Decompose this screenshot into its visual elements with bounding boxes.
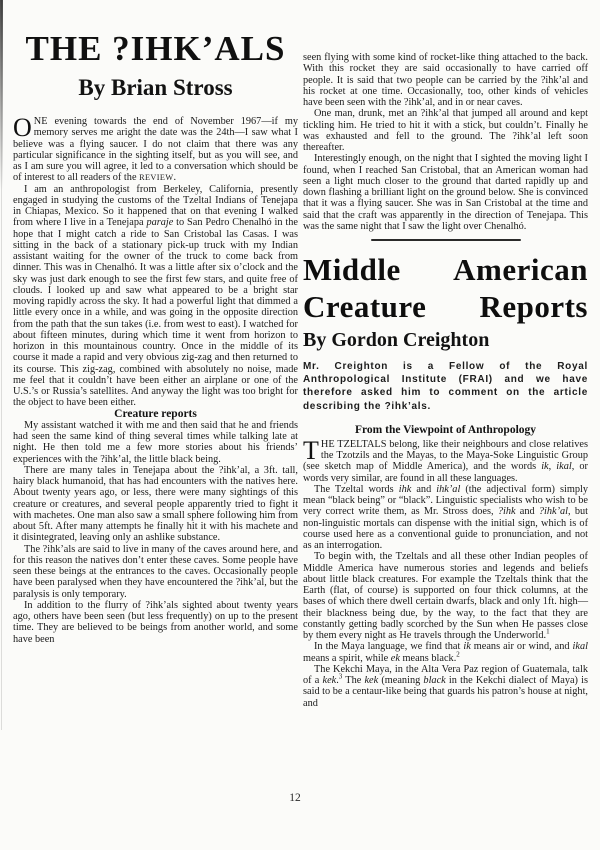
left-column [13, 30, 298, 645]
scan-edge-artifact-faint [1, 0, 2, 730]
paragraph: The Kekchi Maya, in the Alta Vera Paz region of Guatemala, talk of a kek.$^3$ The kek (meaning black in the Kekchi dialect of Maya) is said to be a centaur-like being that guards his patron’s house at night, and [303, 663, 589, 709]
paragraph: In addition to the flurry of ?ihk’als sighted about twenty years ago, others have been seen (but less frequently) on up to the present time. They are believed to be beings from another world, and some have been [13, 599, 298, 645]
paragraph: The Tzeltal words ihk and ihk’al (the adjectival form) simply mean “black being” or “black”. Linguistic specialists who wish to be very correct write them, as Mr. Stross does, ?ihk and ?ihk’al, but non-linguistic mortals can dispense with the initial sign, which is of course used here as a conventional guide to pronunciation, and not as an interrogation. [303, 483, 589, 552]
article1-body [13, 113, 298, 645]
drop-cap-o: O [13, 113, 32, 142]
article2-byline: By Gordon Creighton [303, 329, 490, 351]
paragraph: I am an anthropologist from Berkeley, California, presently engaged in studying the customs of the Tzeltal Indians of Tenejapa in Chiapas, Mexico. So it happened that on that evening I walked from where I live in a Tenejapa paraje to San Pedro Chenalhó in the hope that I might catch a ride to San Cristobal las Casas. I was sitting in the back of a stationary pick-up truck with my Indian assistant waiting for the owner of the truck to come back from dinner. This was in Chenalhó. It was a little after six o’clock and the sky was just dark enough to see the first few stars, and quite free of clouds. I looked up and saw what appeared to be a bright star moving rapidly across the sky. It had a powerful light that dimmed a little every once in a while, and was going in the opposite direction from the path that the sun takes (i.e. from west to east). I watched for about fifteen minutes, during which time it went from horizon to horizon in this mountainous country. Once in the middle of its course it made a rapid and very obvious zig-zag and then returned to its course. This zig-zag, combined with absolutely no noise, made me feel that it couldn’t have been either an airplane or one of the U.S.’s or Russia’s satellites. And anyway the light was too bright for the object to have been either. [13, 183, 298, 409]
drop-cap-t: T [303, 435, 319, 465]
paragraph: My assistant watched it with me and then said that he and friends had seen the same kind of thing several times while talking late at night. He then told me a few more stories about his friends’ experiences with the ?ihk’al, the little black being. [13, 419, 298, 465]
paragraph: The ?ihk’als are said to live in many of the caves around here, and for this reason the natives don’t enter these caves. Some people have seen these beings at the entrances to the caves. Occasionally people have been paralysed when they have encountered the ?ihk’al, but the paralysis is only temporary. [13, 543, 298, 600]
paragraph-opening [13, 113, 298, 184]
paragraph: One man, drunk, met an ?ihk’al that jumped all around and kept tickling him. He tried to hit it with a stick, but couldn’t. Finally he was exhausted and fell to the ground. The ?ihk’al left soon thereafter. [303, 108, 588, 153]
paragraph-tzeltals-text: HE TZELTALS belong, like their neighbours and close relatives the Tzotzils and the Mayas, to the Maya-Soke Linguistic Group (see sketch map of Middle America), and the words ik, ikal, or words very similar, are found in all these languages. [303, 438, 588, 484]
right-column [303, 52, 588, 709]
section-divider-rule [371, 239, 521, 241]
subhead-creature-reports: Creature reports [114, 407, 197, 420]
article1-byline: By Brian Stross [78, 75, 233, 100]
paragraph: seen flying with some kind of rocket-like thing attached to the back. With this rocket they are said occasionally to have carried off people. It is said that two people can be carried by the ?ihk’al and his rocket at one time. Occasionally, too, other kinds of vehicles have been seen with the ?ihk’al, and in or near caves. [303, 52, 588, 108]
paragraph: There are many tales in Tenejapa about the ?ihk’al, a 3ft. tall, hairy black humanoid, that has had encounters with the natives here. About twenty years ago, or less, there were many sightings of this creature or creatures, and several people apparently tried to fight it with machetes. One man also saw a small sphere following him from about 5ft. After many attempts he finally hit it with his machete and it disintegrated, leaving only an ashlike substance. [13, 464, 298, 544]
paragraph-tzeltals [303, 435, 588, 484]
article1-continuation [303, 52, 588, 232]
article1-title: THE ?IHK’ALS [25, 29, 286, 68]
article2-title-line2: Creature Reports [303, 289, 588, 324]
article2-editor-note: Mr. Creighton is a Fellow of the Royal Anthropological Institute (FRAI) and we have therefore asked him to comment on the article describing the ?ihk’als. [303, 361, 588, 412]
paragraph: In the Maya language, we find that ik means air or wind, and ikal means a spirit, while ek means black.$^2$ [303, 641, 588, 664]
article2-section-heading: From the Viewpoint of Anthropology [354, 423, 537, 436]
paragraph: Interestingly enough, on the night that I sighted the moving light I found, when I reached San Cristobal, that an American woman had seen a light much closer to the ground that darted rapidly up and down flashing a brilliant light on the ground below. She is convinced that it was a flying saucer. She was in San Cristobal at the time and said that the craft was apparently in the direction of Tenejapa. This was the same night that I saw the light over Chenalhó. [303, 153, 588, 232]
paragraph: To begin with, the Tzeltals and all these other Indian peoples of Middle America have numerous stories and legends and beliefs about little black creatures. For example the Tzeltals think that the Earth (flat, of course) is supported on four thick columns, at the bases of which there dwell certain dwarfs, black and only 1ft. high—their blackness being due, by the way, to the fact that they are constantly getting badly scorched by the Sun when He passes close by them every night as He travels through the Underworld.$^1$ [303, 551, 588, 642]
article2-title-line1: Middle American [303, 252, 588, 287]
paragraph-opening-text: NE evening towards the end of November 1967—if my memory serves me aright the date was the 24th—I saw what I believe was a flying saucer. I do not claim that there was any particular significance in the sighting itself, but as you will see, and as I am sure you will agree, it led to a conversation which should be of interest to all readers of the REVIEW. [13, 116, 298, 184]
article2-body [303, 435, 589, 709]
page-number: 12 [289, 792, 301, 804]
